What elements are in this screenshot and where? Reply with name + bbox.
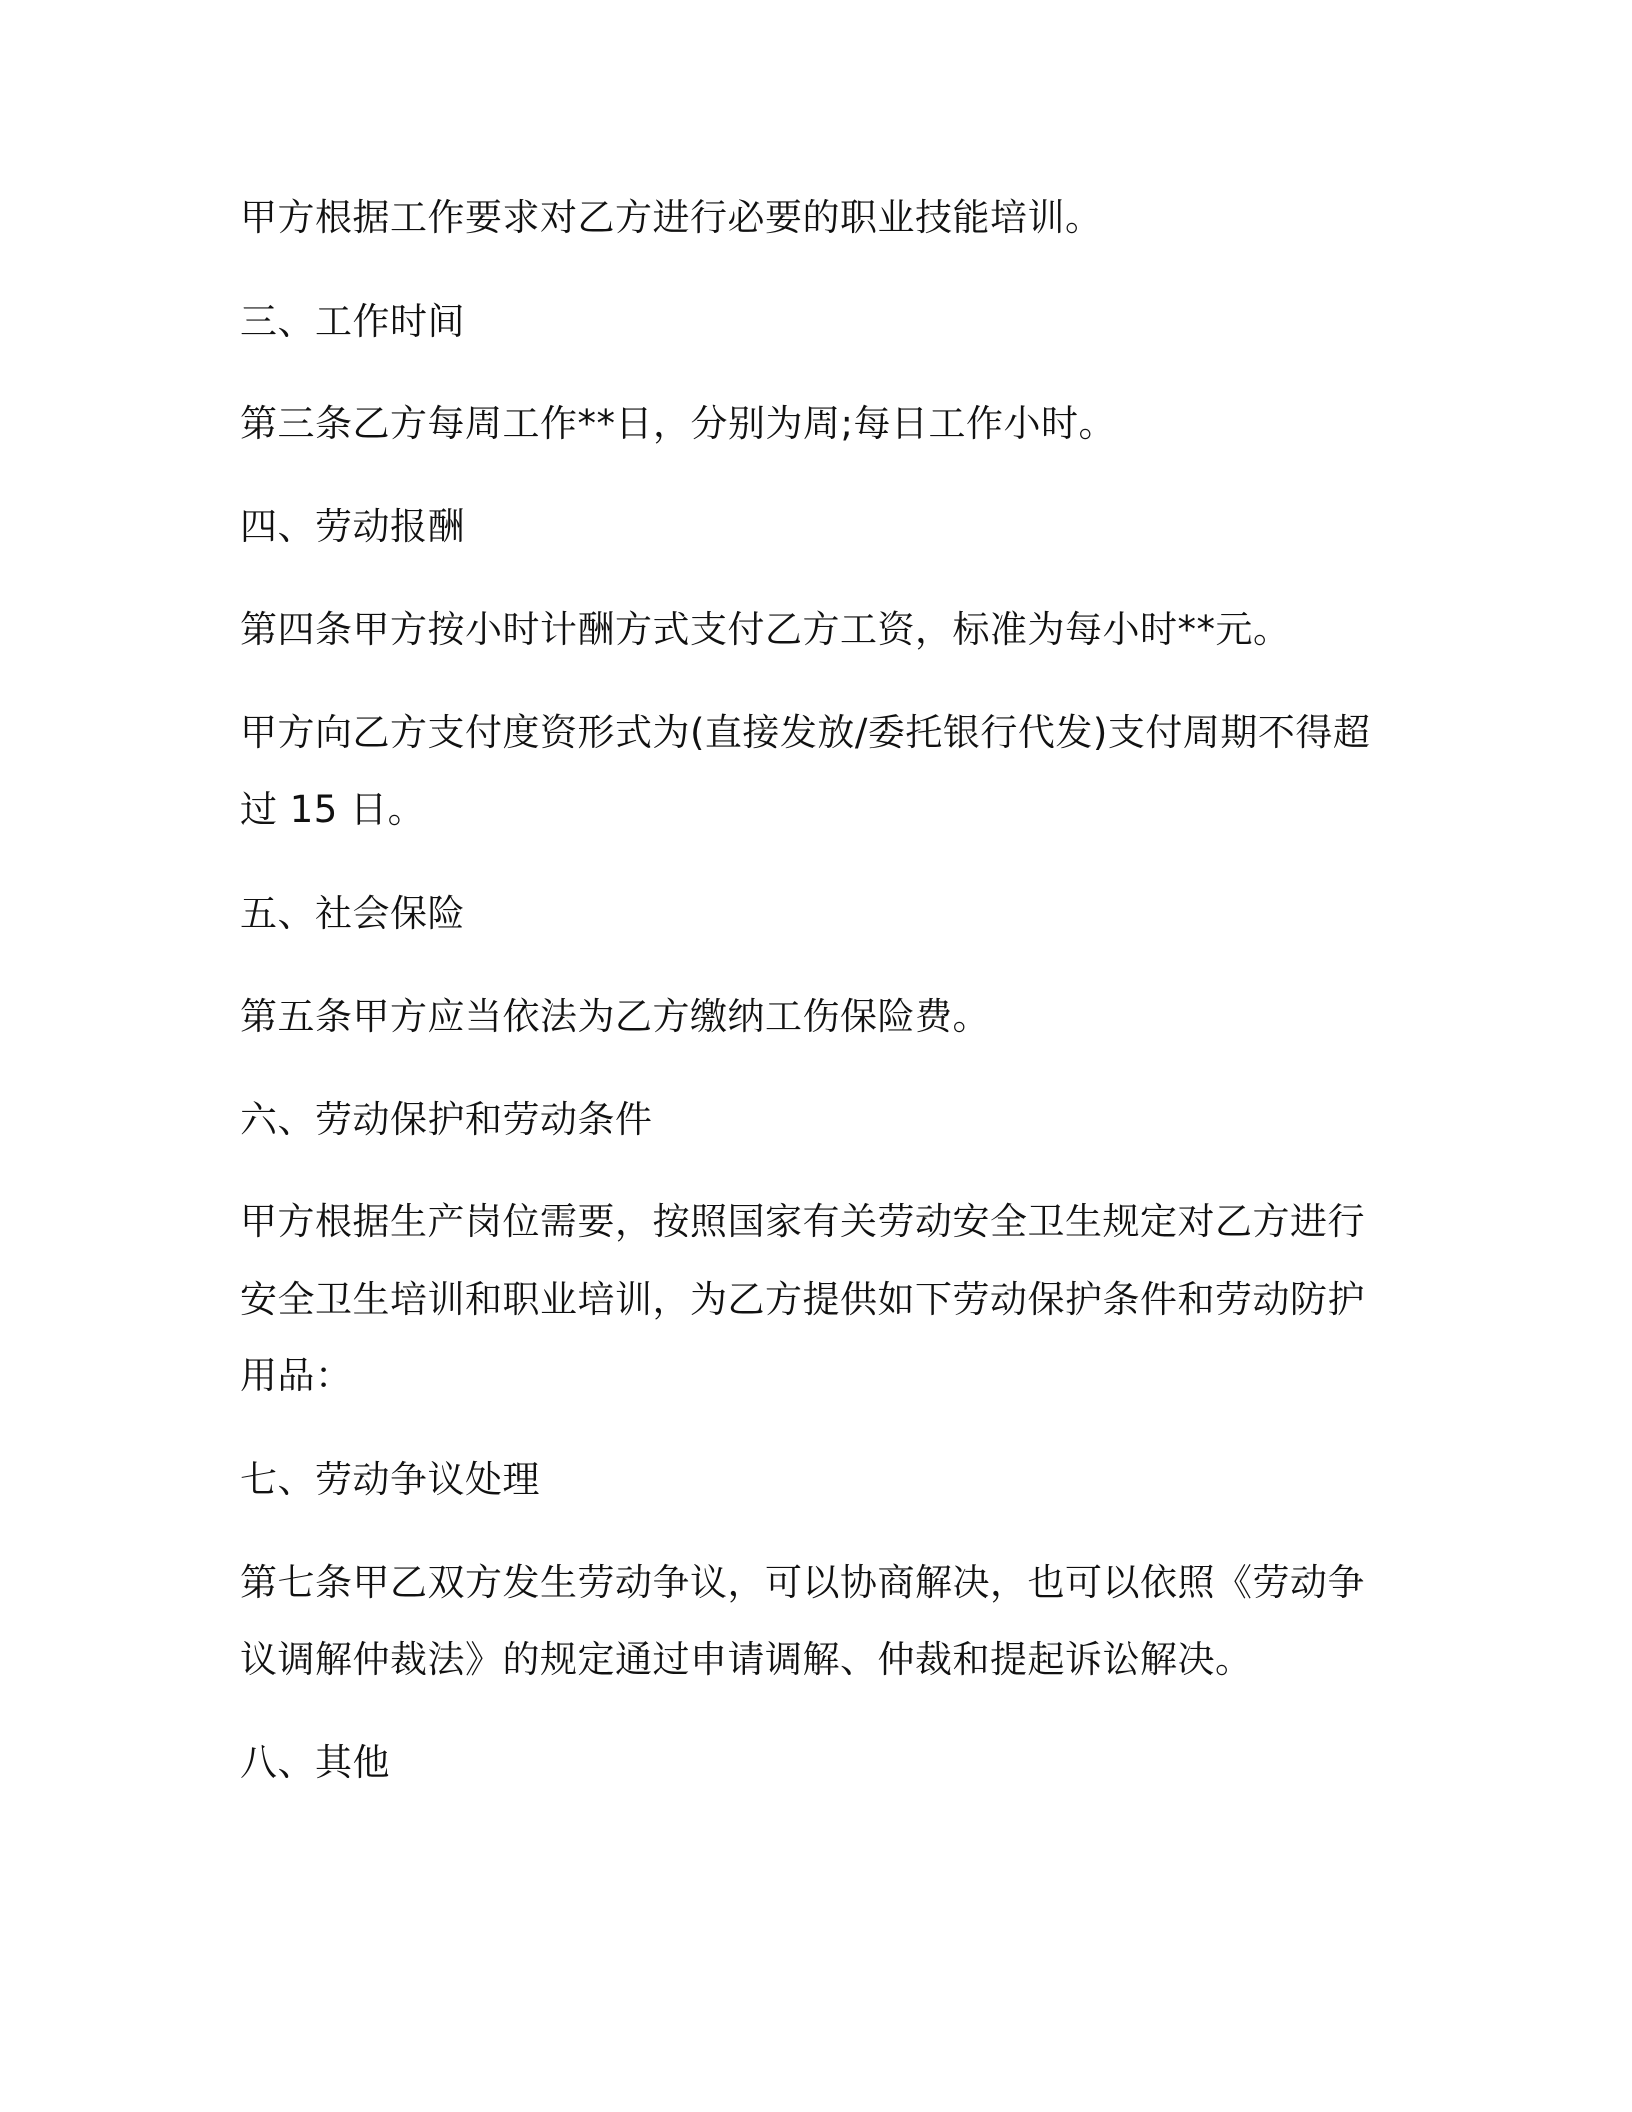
paragraph-protection-line-2: 安全卫生培训和职业培训，为乙方提供如下劳动保护条件和劳动防护 xyxy=(240,1278,1365,1321)
paragraph-protection-line-1: 甲方根据生产岗位需要，按照国家有关劳动安全卫生规定对乙方进行 xyxy=(240,1200,1365,1243)
paragraph-protection-line-3: 用品： xyxy=(240,1354,353,1397)
heading-labor-protection: 六、劳动保护和劳动条件 xyxy=(240,1098,653,1141)
heading-dispute-handling: 七、劳动争议处理 xyxy=(240,1458,540,1501)
heading-other: 八、其他 xyxy=(240,1741,390,1784)
clause-3-text: 第三条乙方每周工作**日，分别为周;每日工作小时。 xyxy=(240,402,1116,445)
clause-7-line-1: 第七条甲乙双方发生劳动争议，可以协商解决，也可以依照《劳动争 xyxy=(240,1561,1365,1604)
paragraph-payment-line-1: 甲方向乙方支付度资形式为(直接发放/委托银行代发)支付周期不得超 xyxy=(240,711,1371,754)
clause-7-line-2: 议调解仲裁法》的规定通过申请调解、仲裁和提起诉讼解决。 xyxy=(240,1638,1253,1681)
heading-remuneration: 四、劳动报酬 xyxy=(240,505,465,548)
clause-5-text: 第五条甲方应当依法为乙方缴纳工伤保险费。 xyxy=(240,995,990,1038)
clause-4-text: 第四条甲方按小时计酬方式支付乙方工资，标准为每小时**元。 xyxy=(240,608,1291,651)
paragraph-training: 甲方根据工作要求对乙方进行必要的职业技能培训。 xyxy=(240,196,1103,239)
heading-social-insurance: 五、社会保险 xyxy=(240,892,465,935)
heading-working-hours: 三、工作时间 xyxy=(240,300,465,343)
paragraph-payment-line-2: 过 15 日。 xyxy=(240,788,426,831)
